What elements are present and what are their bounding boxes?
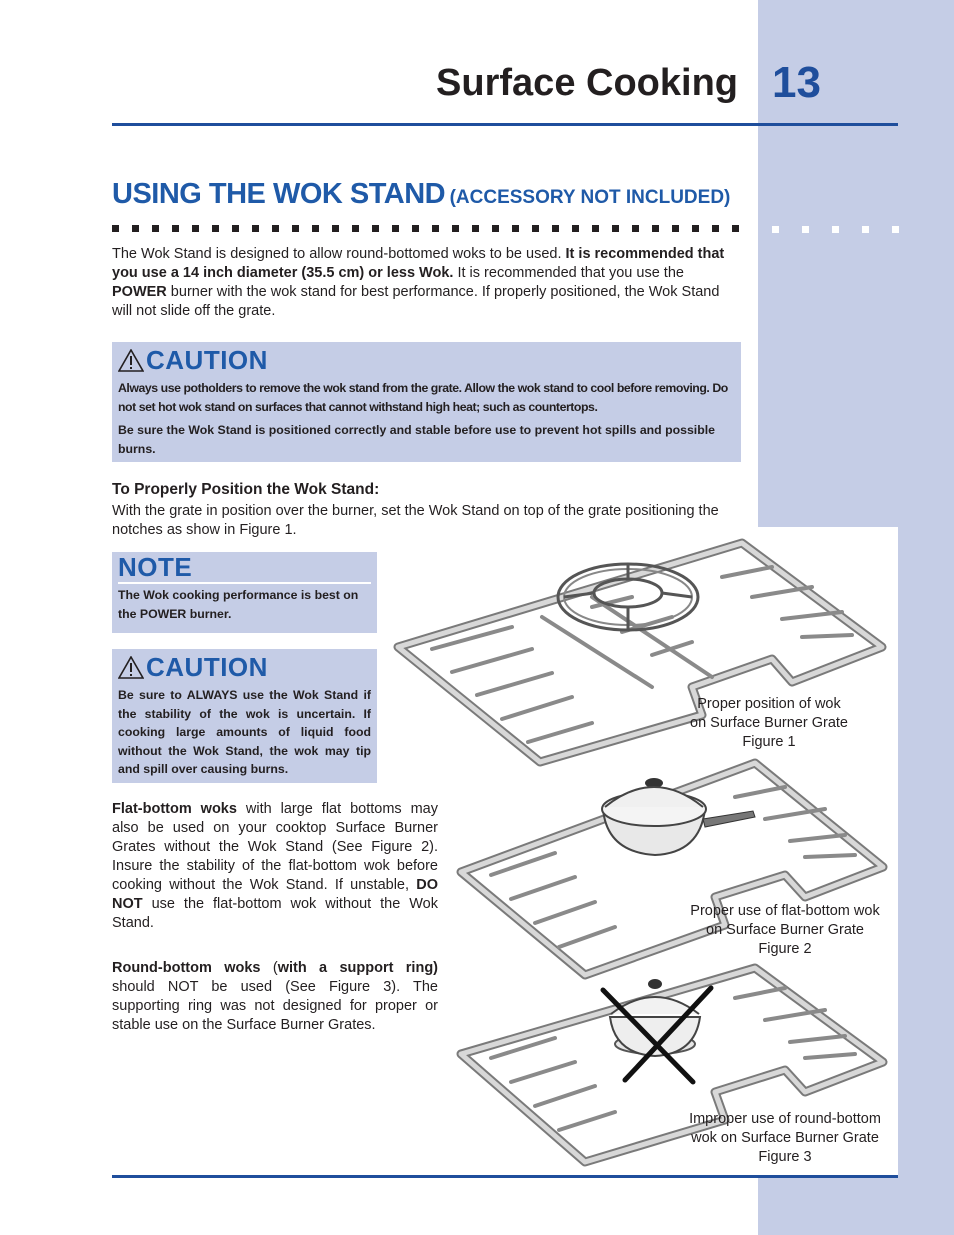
divider-dot xyxy=(892,226,899,233)
divider-dot xyxy=(472,225,479,232)
divider-dot xyxy=(692,225,699,232)
figure-1-caption xyxy=(683,695,855,752)
warning-triangle-icon xyxy=(118,349,144,372)
figure-3-caption xyxy=(680,1110,890,1167)
figure-2-caption-line-1: Proper use of flat-bottom wok xyxy=(690,903,880,919)
note-box xyxy=(112,552,377,633)
divider-dot xyxy=(772,226,779,233)
divider-dot xyxy=(632,225,639,232)
divider-dot xyxy=(232,225,239,232)
round-bottom-paragraph xyxy=(112,959,438,1035)
footer-rule xyxy=(112,1175,898,1178)
caution-paragraph-2: Be sure the Wok Stand is positioned correctly and stable before use to prevent hot spills and possible burns. xyxy=(118,423,715,456)
flat-bold-2: DO NOT xyxy=(112,877,438,912)
figure-3-caption-line-1: Improper use of round-bottom xyxy=(689,1111,881,1127)
divider-dot xyxy=(172,225,179,232)
note-text: The Wok cooking performance is best on the POWER burner. xyxy=(118,588,359,621)
divider-dot xyxy=(352,225,359,232)
divider-dot xyxy=(652,225,659,232)
divider-dot xyxy=(832,226,839,233)
intro-bold-2: POWER xyxy=(112,284,167,300)
divider-dot xyxy=(312,225,319,232)
caution-box-2 xyxy=(112,649,377,783)
divider-dot xyxy=(332,225,339,232)
caution-title-2 xyxy=(118,652,268,683)
section-heading-sub: (ACCESSORY NOT INCLUDED) xyxy=(449,187,731,208)
divider-dot xyxy=(862,226,869,233)
section-heading-main: USING THE WOK STAND xyxy=(112,178,446,210)
figure-1-label: Figure 1 xyxy=(742,734,796,750)
divider-dot xyxy=(412,225,419,232)
round-text-1: ( xyxy=(260,960,278,976)
note-title: NOTE xyxy=(118,552,193,582)
divider-dot xyxy=(612,225,619,232)
divider-dot xyxy=(802,226,809,233)
intro-paragraph xyxy=(112,245,741,321)
flat-bold-1: Flat-bottom woks xyxy=(112,801,237,817)
warning-triangle-icon xyxy=(118,656,144,679)
flat-text-1: with large flat bottoms may also be used on your cooktop Surface Burner Grates without the Wok Stand (See Figure 2). Insure the stability of the flat-bottom wok before cooking without the Wok Stand. If unstable, xyxy=(112,801,438,893)
divider-dot xyxy=(272,225,279,232)
caution-title xyxy=(118,345,268,376)
note-divider xyxy=(118,582,371,584)
figure-2-caption xyxy=(680,902,890,959)
caution-box xyxy=(112,342,741,462)
round-text-2: should NOT be used (See Figure 3). The supporting ring was not designed for proper or stable use on the Surface Burner Grates. xyxy=(112,979,438,1033)
figure-2-caption-line-2: on Surface Burner Grate xyxy=(706,922,864,938)
divider-dot xyxy=(192,225,199,232)
divider-dot xyxy=(592,225,599,232)
caution-paragraph-1: Always use potholders to remove the wok stand from the grate. Allow the wok stand to cool before removing. Do not set hot wok stand on surfaces that cannot withstand high heat; such as countertops. xyxy=(118,381,728,414)
figure-3-label: Figure 3 xyxy=(758,1149,812,1165)
intro-text-2: It is recommended that you use the xyxy=(453,265,684,281)
figure-1-caption-line-2: on Surface Burner Grate xyxy=(690,715,848,731)
dotted-divider-sidebar xyxy=(772,226,899,233)
divider-dot xyxy=(372,225,379,232)
intro-bold-1: It is recommended that you use a 14 inch diameter (35.5 cm) or less Wok. xyxy=(112,246,725,281)
divider-dot xyxy=(292,225,299,232)
flat-text-2: use the flat-bottom wok without the Wok Stand. xyxy=(112,896,438,931)
divider-dot xyxy=(492,225,499,232)
caution-text xyxy=(118,379,735,458)
figure-1-caption-line-1: Proper position of wok xyxy=(697,696,841,712)
figure-3-caption-line-2: wok on Surface Burner Grate xyxy=(691,1130,879,1146)
divider-dot xyxy=(432,225,439,232)
dotted-divider xyxy=(112,225,739,232)
divider-dot xyxy=(212,225,219,232)
page-title: Surface Cooking xyxy=(436,62,738,104)
section-heading xyxy=(112,178,730,211)
divider-dot xyxy=(552,225,559,232)
round-bold-1: Round-bottom woks xyxy=(112,960,261,976)
divider-dot xyxy=(152,225,159,232)
divider-dot xyxy=(712,225,719,232)
intro-text-1: The Wok Stand is designed to allow round-bottomed woks to be used. xyxy=(112,246,566,262)
divider-dot xyxy=(532,225,539,232)
divider-dot xyxy=(392,225,399,232)
caution-text-2: Be sure to ALWAYS use the Wok Stand if the stability of the wok is uncertain. If cooking large amounts of liquid food without the Wok Stand, the wok may tip and spill over causing burns. xyxy=(118,688,371,776)
divider-dot xyxy=(252,225,259,232)
position-heading: To Properly Position the Wok Stand: xyxy=(112,481,380,498)
divider-dot xyxy=(572,225,579,232)
figure-2-label: Figure 2 xyxy=(758,941,812,957)
caution-title-text: CAUTION xyxy=(146,345,268,375)
divider-dot xyxy=(132,225,139,232)
round-bold-2: with a support ring) xyxy=(277,960,439,976)
divider-dot xyxy=(112,225,119,232)
position-paragraph: With the grate in position over the burner, set the Wok Stand on top of the grate positioning the notches as show in Figure 1. xyxy=(112,503,719,538)
page-number: 13 xyxy=(772,58,821,107)
divider-dot xyxy=(452,225,459,232)
header-rule xyxy=(112,123,898,126)
flat-bottom-paragraph xyxy=(112,800,438,933)
divider-dot xyxy=(732,225,739,232)
divider-dot xyxy=(512,225,519,232)
divider-dot xyxy=(672,225,679,232)
intro-text-3: burner with the wok stand for best performance. If properly positioned, the Wok Stand will not slide off the grate. xyxy=(112,284,720,319)
caution-title-text-2: CAUTION xyxy=(146,652,268,682)
